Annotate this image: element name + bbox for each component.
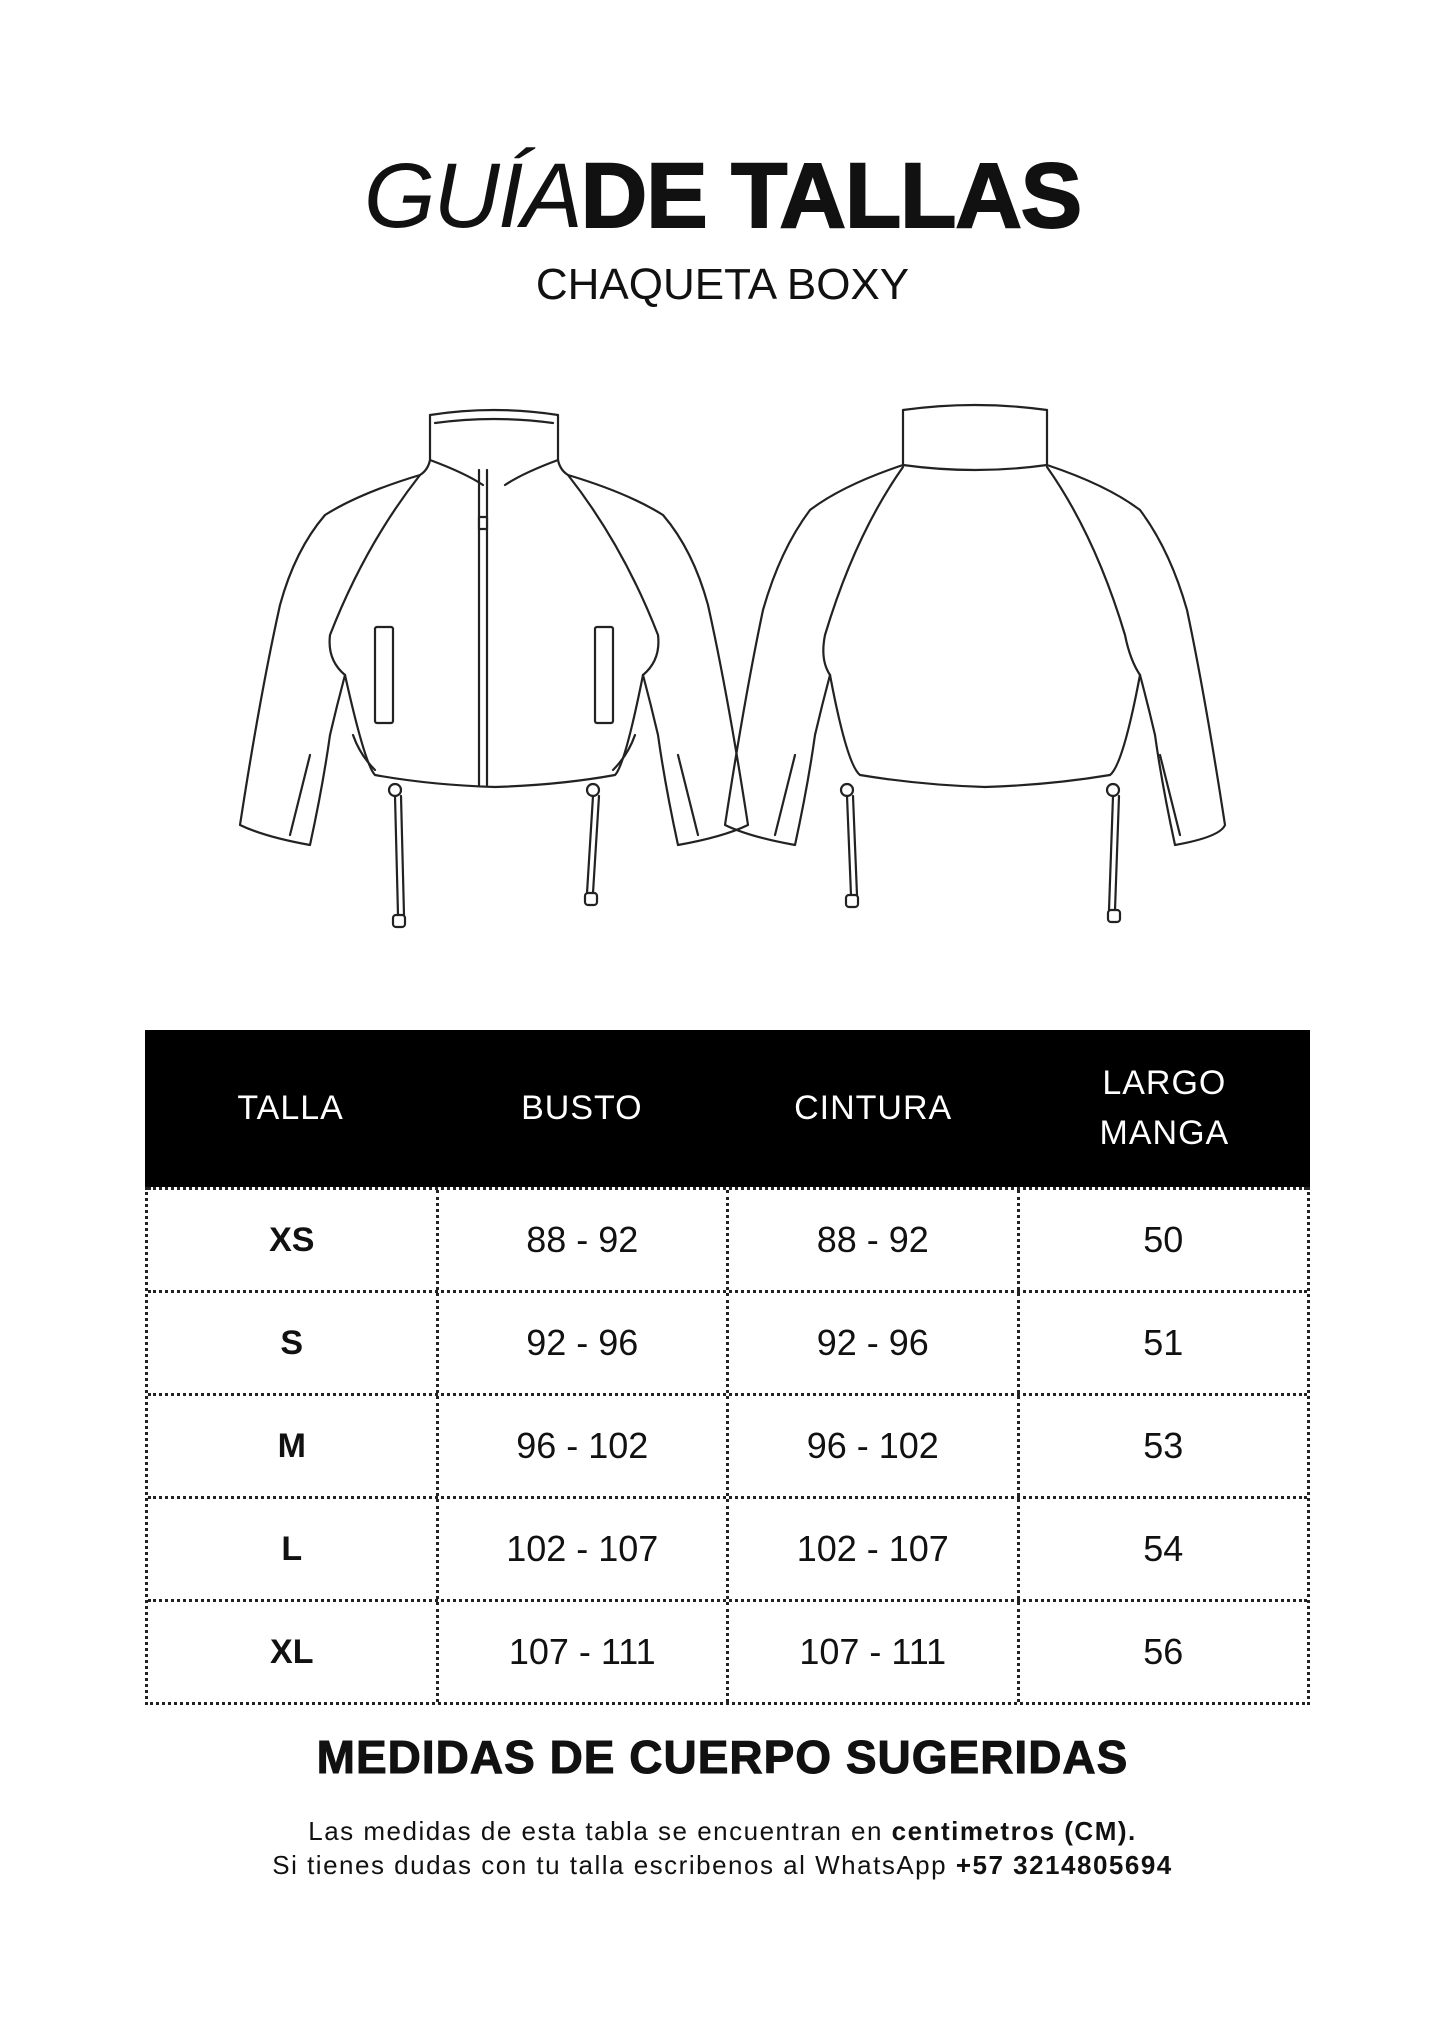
cell-largo-manga: 53 [1017,1396,1308,1496]
cell-cintura: 88 - 92 [726,1190,1017,1290]
note-line-1-bold: centimetros (CM). [891,1816,1137,1846]
cell-size: M [277,1426,306,1465]
title-bold: DE TALLAS [580,145,1082,247]
cell-cintura: 107 - 111 [726,1602,1017,1702]
note-line-2-text: Si tienes dudas con tu talla escribenos al WhatsApp [272,1849,956,1880]
cell-busto: 88 - 92 [436,1190,727,1290]
cell-size: L [281,1529,303,1568]
table-row [148,1496,1307,1599]
table-header [145,1030,1310,1187]
jacket-sketch-illustration [215,375,1230,965]
page-title [0,145,1445,247]
cell-cintura: 92 - 96 [726,1293,1017,1393]
title-light: GUÍA [363,145,581,247]
cell-busto: 102 - 107 [436,1499,727,1599]
cell-size: XL [270,1632,314,1671]
cell-largo-manga: 54 [1017,1499,1308,1599]
table-row [148,1290,1307,1393]
table-row [148,1599,1307,1702]
note-line-1 [0,1815,1445,1849]
header-cintura: CINTURA [794,1088,953,1127]
cell-busto: 96 - 102 [436,1396,727,1496]
footer-title: MEDIDAS DE CUERPO SUGERIDAS [316,1731,1129,1783]
table-row [148,1393,1307,1496]
header-busto: BUSTO [521,1088,643,1127]
cell-cintura: 96 - 102 [726,1396,1017,1496]
cell-largo-manga: 50 [1017,1190,1308,1290]
cell-cintura: 102 - 107 [726,1499,1017,1599]
cell-largo-manga: 51 [1017,1293,1308,1393]
note-line-1-text: Las medidas de esta tabla se encuentran en [308,1816,892,1846]
page-subtitle: CHAQUETA BOXY [535,260,910,309]
note-line-2 [0,1849,1445,1883]
title-block [0,145,1445,310]
cell-busto: 107 - 111 [436,1602,727,1702]
whatsapp-number: +57 3214805694 [955,1849,1173,1880]
cell-largo-manga: 56 [1017,1602,1308,1702]
footer-note [0,1815,1445,1883]
header-talla: TALLA [237,1088,344,1127]
table-row [148,1187,1307,1290]
jacket-front-sketch [240,410,748,927]
cell-size: S [280,1323,304,1362]
table-body [145,1187,1310,1705]
header-largo-manga: LARGO MANGA [1099,1064,1230,1152]
cell-busto: 92 - 96 [436,1293,727,1393]
cell-size: XS [269,1220,315,1259]
jacket-back-sketch [725,405,1225,922]
size-table [145,1030,1310,1705]
